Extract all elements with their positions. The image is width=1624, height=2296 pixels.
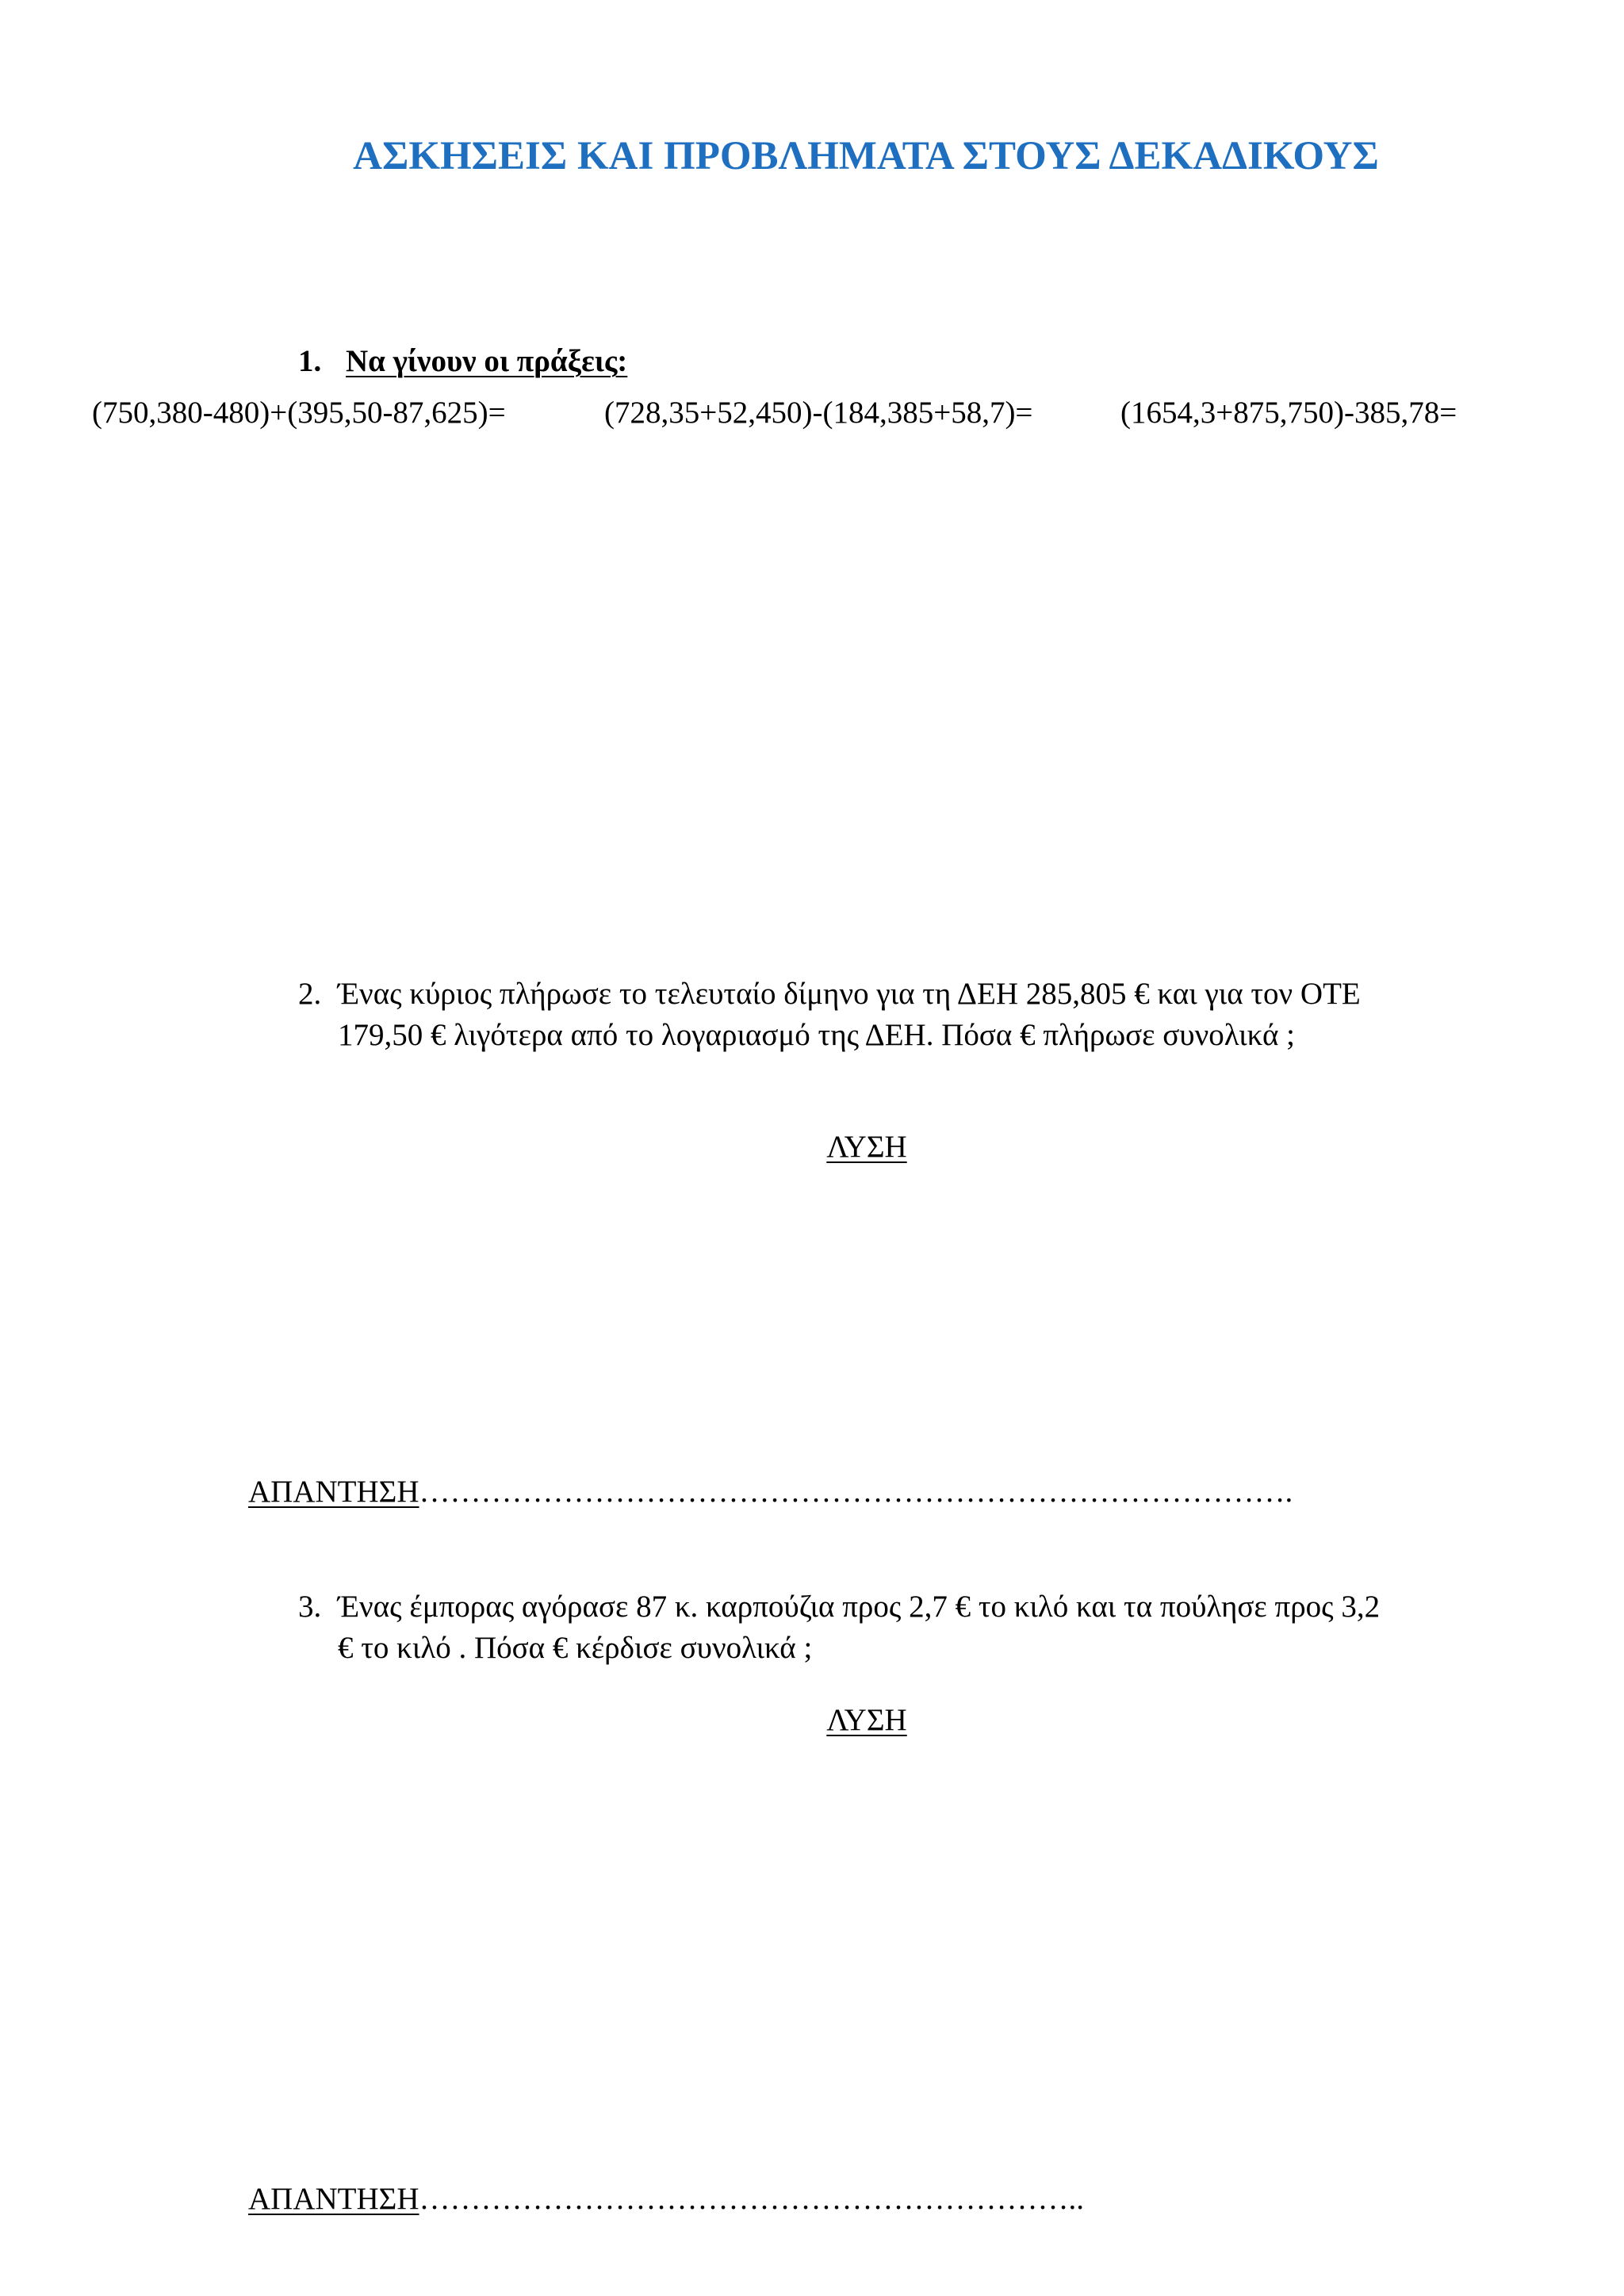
exercise-3-text-line-1: Ένας έμπορας αγόρασε 87 κ. καρπούζια προς 2,7 € το κιλό και τα πούλησε προς 3,2 (338, 1590, 1381, 1624)
exercise-3-answer-label: ΑΠΑΝΤΗΣΗ (248, 2182, 419, 2216)
exercise-3-answer-dots: ……………………………………………………….. (419, 2182, 1085, 2216)
operation-1: (750,380-480)+(395,50-87,625)= (92, 396, 506, 430)
exercise-1-heading: Να γίνουν οι πράξεις: (346, 344, 628, 378)
worksheet-title-text: ΑΣΚΗΣΕΙΣ ΚΑΙ ΠΡΟΒΛΗΜΑΤΑ ΣΤΟΥΣ ΔΕΚΑΔΙΚΟΥΣ (353, 134, 1379, 178)
exercise-3-solution-label (0, 1705, 1624, 1735)
exercise-2-answer (248, 1476, 1293, 1507)
exercise-2-solution-label (0, 1131, 1624, 1162)
exercise-2-text-line-1: Ένας κύριος πλήρωσε το τελευταίο δίμηνο για τη ΔΕΗ 285,805 € και για τον ΟΤΕ (338, 977, 1361, 1011)
exercise-1-number: 1. (298, 344, 322, 378)
exercise-3-text-line-2: € το κιλό . Πόσα € κέρδισε συνολικά ; (338, 1631, 813, 1665)
exercise-2-solution-text: ΛΥΣΗ (826, 1130, 907, 1164)
exercise-3-answer (248, 2183, 1084, 2214)
exercise-3-number: 3. (298, 1590, 322, 1624)
operation-3: (1654,3+875,750)-385,78= (1120, 396, 1457, 430)
exercise-2-text-line-2: 179,50 € λιγότερα από το λογαριασμό της ΔΕΗ. Πόσα € πλήρωσε συνολικά ; (338, 1018, 1296, 1052)
exercise-2-answer-label: ΑΠΑΝΤΗΣΗ (248, 1475, 419, 1509)
exercise-2-answer-dots: …………………………………………………………………………. (419, 1475, 1293, 1509)
exercise-3-solution-text: ΛΥΣΗ (826, 1703, 907, 1737)
exercise-2-number: 2. (298, 977, 322, 1011)
operation-2: (728,35+52,450)-(184,385+58,7)= (604, 396, 1033, 430)
worksheet-title (0, 136, 1624, 177)
